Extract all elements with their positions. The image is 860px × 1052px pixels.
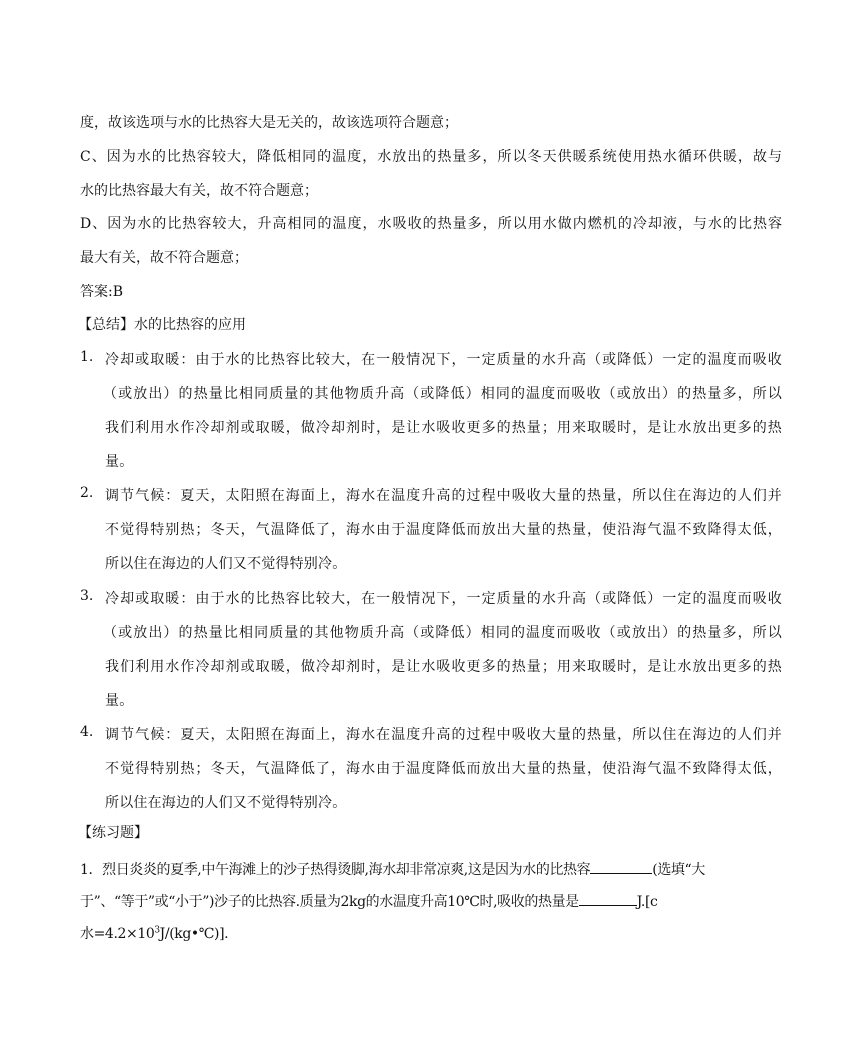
summary-item-2-line-3: 所以住在海边的人们又不觉得特别冷。 [105, 556, 347, 572]
summary-item-3-line-3: 我们利用水作冷却剂或取暖，做冷却剂时，是让水吸收更多的热量；用来取暖时，是让水放出更多的热 [105, 659, 782, 675]
exercise-q1-text-6: J/(kg•℃)]. [159, 926, 229, 942]
answer-blank-1[interactable] [590, 861, 652, 874]
answer-blank-2[interactable] [579, 893, 637, 906]
summary-item-4-line-3: 所以住在海边的人们又不觉得特别冷。 [105, 795, 347, 811]
summary-item-4-line-2: 不觉得特别热；冬天，气温降低了，海水由于温度降低而放出大量的热量，使沿海气温不致降得太低， [105, 761, 782, 777]
summary-item-3-number: 3. [80, 588, 94, 604]
summary-item-1-number: 1. [80, 349, 94, 365]
exercise-q1-text-5: 水=4.2×10 [80, 926, 155, 942]
summary-item-3-line-2: （或放出）的热量比相同质量的其他物质升高（或降低）相同的温度而吸收（或放出）的热量多，所以 [103, 625, 782, 641]
option-c-line-2: 水的比热容最大有关，故不符合题意； [80, 183, 318, 199]
summary-item-3-line-1: 冷却或取暖：由于水的比热容比较大，在一般情况下，一定质量的水升高（或降低）一定的温度而吸收 [105, 591, 782, 607]
summary-item-2-number: 2. [80, 485, 94, 501]
analysis-line-1: 度，故该选项与水的比热容大是无关的，故该选项符合题意； [80, 115, 458, 131]
exercise-q1-text-3: 于”、“等于”或“小于”)沙子的比热容.质量为2kg的水温度升高10℃时,吸收的热量是 [80, 894, 579, 910]
summary-item-1-line-1: 冷却或取暖：由于水的比热容比较大，在一般情况下，一定质量的水升高（或降低）一定的温度而吸收 [105, 352, 782, 368]
exercise-q1-line-1 [80, 859, 782, 879]
option-d-line-1: D、因为水的比热容较大，升高相同的温度，水吸收的热量多，所以用水做内燃机的冷却液，与水的比热容 [80, 216, 782, 232]
exercise-q1-superscript: 3 [154, 925, 160, 936]
exercise-q1-text-1: 1．烈日炎炎的夏季,中午海滩上的沙子热得烫脚,海水却非常凉爽,这是因为水的比热容 [80, 862, 591, 878]
summary-item-1-line-4: 量。 [105, 454, 134, 470]
answer-line: 答案:B [80, 284, 124, 300]
exercise-q1-line-2 [80, 891, 782, 911]
summary-item-3-line-4: 量。 [105, 693, 134, 709]
summary-item-4-number: 4. [80, 724, 94, 740]
option-d-line-2: 最大有关，故不符合题意； [80, 250, 248, 266]
summary-item-1-line-2: （或放出）的热量比相同质量的其他物质升高（或降低）相同的温度而吸收（或放出）的热量多，所以 [103, 386, 782, 402]
exercise-q1-text-4: J.[c [636, 894, 658, 910]
summary-item-2-line-1: 调节气候：夏天，太阳照在海面上，海水在温度升高的过程中吸收大量的热量，所以住在海边的人们并 [105, 488, 782, 504]
summary-item-2-line-2: 不觉得特别热；冬天，气温降低了，海水由于温度降低而放出大量的热量，使沿海气温不致降得太低， [105, 522, 782, 538]
summary-heading: 【总结】水的比热容的应用 [78, 317, 246, 333]
summary-item-1-line-3: 我们利用水作冷却剂或取暖，做冷却剂时，是让水吸收更多的热量；用来取暖时，是让水放出更多的热 [105, 420, 782, 436]
exercise-q1-line-3 [80, 923, 782, 943]
exercise-q1-text-2: (选填“大 [652, 862, 705, 878]
exercise-heading: 【练习题】 [78, 825, 148, 841]
option-c-line-1: C、因为水的比热容较大，降低相同的温度，水放出的热量多，所以冬天供暖系统使用热水循环供暖，故与 [80, 149, 782, 165]
summary-item-4-line-1: 调节气候：夏天，太阳照在海面上，海水在温度升高的过程中吸收大量的热量，所以住在海边的人们并 [105, 727, 782, 743]
